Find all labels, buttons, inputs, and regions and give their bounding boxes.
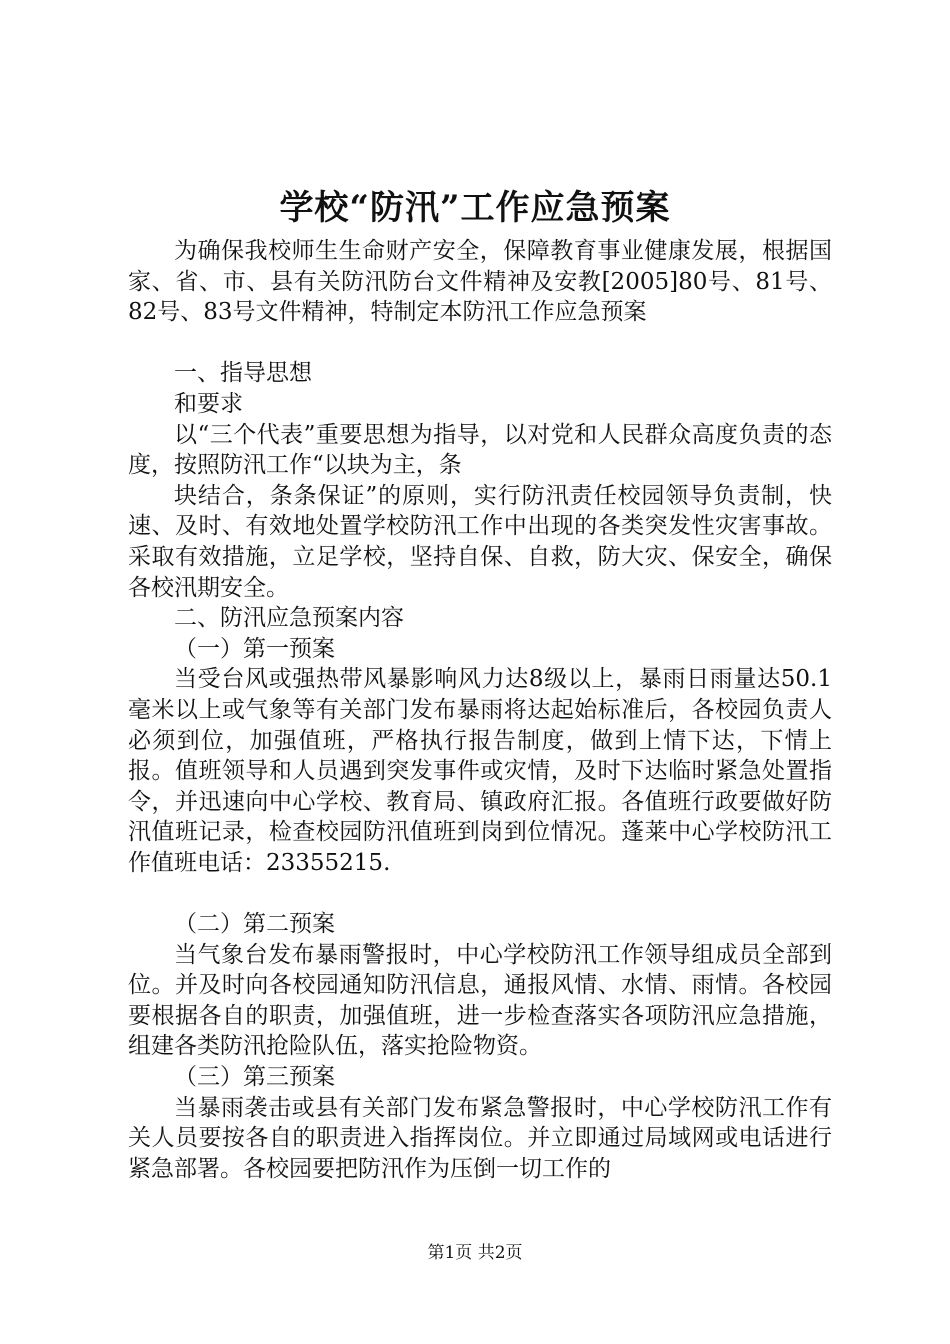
paragraph-guidance: 以“三个代表”重要思想为指导，以对党和人民群众高度负责的态度，按照防汛工作“以块为主，条 [128,421,832,479]
paragraph-first-plan: 当受台风或强热带风暴影响风力达8级以上，暴雨日雨量达50.1毫米以上或气象等有关部门发布暴雨将达起始标准后，各校园负责人必须到位，加强值班，严格执行报告制度，做到上情下达，下情上报。值班领导和人员遇到突发事件或灾情，及时下达临时紧急处置指令，并迅速向中心学校、教育局、镇政府汇报。各值班行政要做好防汛值班记录，检查校园防汛值班到岗到位情况。蓬莱中心学校防汛工作值班电话：23355215. [128,666,832,876]
paragraph-second-plan: 当气象台发布暴雨警报时，中心学校防汛工作领导组成员全部到位。并及时向各校园通知防汛信息，通报风情、水情、雨情。各校园要根据各自的职责，加强值班，进一步检查落实各项防汛应急措施，组建各类防汛抢险队伍，落实抢险物资。 [128,941,832,1060]
heading-third-plan: （三）第三预案 [174,1064,335,1091]
paragraph-principle: 块结合，条条保证”的原则，实行防汛责任校园领导负责制，快速、及时、有效地处置学校防汛工作中出现的各类突发性灾害事故。采取有效措施，立足学校，坚持自保、自救，防大灾、保安全，确保各校汛期安全。 [128,482,832,601]
heading-requirements: 和要求 [174,390,243,417]
heading-guiding-thought: 一、指导思想 [174,360,312,387]
paragraph-third-plan: 当暴雨袭击或县有关部门发布紧急警报时，中心学校防汛工作有关人员要按各自的职责进入指挥岗位。并立即通过局域网或电话进行紧急部署。各校园要把防汛作为压倒一切工作的 [128,1094,832,1182]
heading-second-plan: （二）第二预案 [174,911,335,938]
page-footer: 第1页 共2页 [427,1243,523,1263]
heading-plan-content: 二、防汛应急预案内容 [174,605,404,632]
document-title: 学校“防汛”工作应急预案 [279,188,671,228]
document-body [128,236,832,1184]
heading-first-plan: （一）第一预案 [174,635,335,662]
paragraph-intro: 为确保我校师生生命财产安全，保障教育事业健康发展，根据国家、省、市、县有关防汛防台文件精神及安教[2005]80号、81号、82号、83号文件精神，特制定本防汛工作应急预案 [128,238,832,326]
